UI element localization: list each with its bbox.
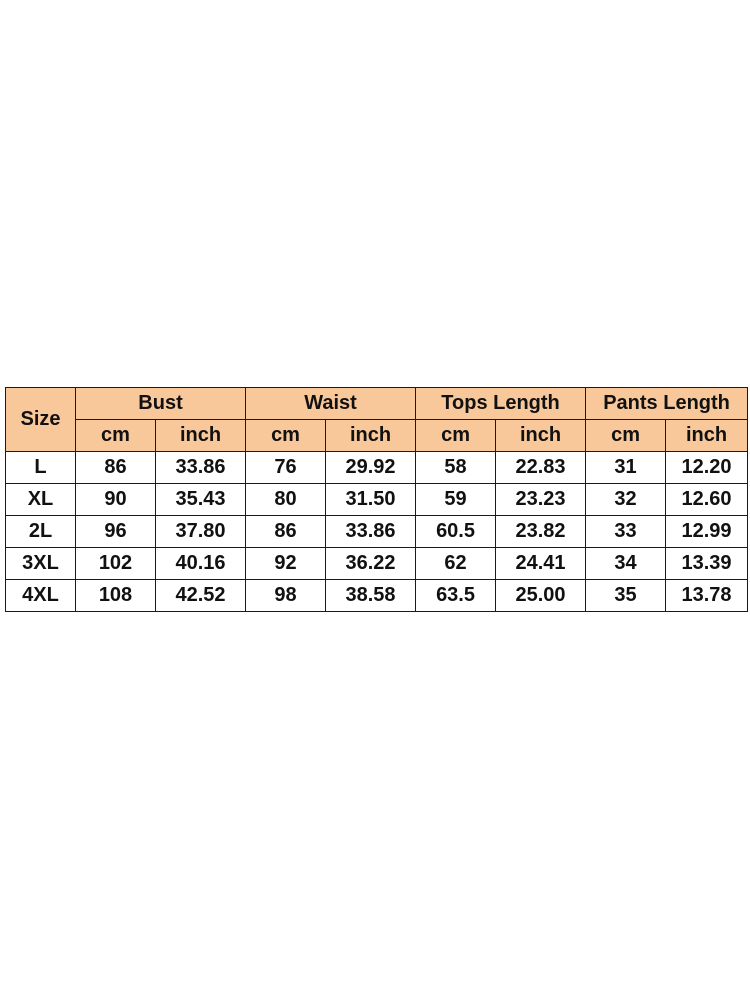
table-cell: 86 <box>246 516 326 548</box>
table-cell: 63.5 <box>416 580 496 612</box>
table-cell: 12.60 <box>666 484 748 516</box>
size-label-cell: L <box>6 452 76 484</box>
group-header-waist: Waist <box>246 388 416 420</box>
unit-header-cell: cm <box>416 420 496 452</box>
table-cell: 23.82 <box>496 516 586 548</box>
table-cell: 60.5 <box>416 516 496 548</box>
table-cell: 33.86 <box>156 452 246 484</box>
group-header-bust: Bust <box>76 388 246 420</box>
size-label-cell: 2L <box>6 516 76 548</box>
group-header-row <box>6 388 748 420</box>
unit-header-cell: cm <box>76 420 156 452</box>
table-cell: 29.92 <box>326 452 416 484</box>
table-cell: 62 <box>416 548 496 580</box>
size-label-cell: XL <box>6 484 76 516</box>
table-row <box>6 548 748 580</box>
table-cell: 32 <box>586 484 666 516</box>
table-cell: 58 <box>416 452 496 484</box>
table-cell: 22.83 <box>496 452 586 484</box>
table-cell: 96 <box>76 516 156 548</box>
table-cell: 80 <box>246 484 326 516</box>
table-cell: 38.58 <box>326 580 416 612</box>
table-cell: 12.99 <box>666 516 748 548</box>
table-cell: 36.22 <box>326 548 416 580</box>
unit-header-cell: inch <box>156 420 246 452</box>
table-cell: 59 <box>416 484 496 516</box>
unit-header-cell: cm <box>246 420 326 452</box>
table-cell: 35.43 <box>156 484 246 516</box>
table-cell: 76 <box>246 452 326 484</box>
unit-header-cell: inch <box>496 420 586 452</box>
size-label-cell: 3XL <box>6 548 76 580</box>
table-cell: 13.39 <box>666 548 748 580</box>
table-cell: 86 <box>76 452 156 484</box>
unit-header-cell: cm <box>586 420 666 452</box>
unit-header-cell: inch <box>326 420 416 452</box>
table-cell: 12.20 <box>666 452 748 484</box>
table-cell: 31.50 <box>326 484 416 516</box>
size-column-header: Size <box>6 388 76 452</box>
unit-header-cell: inch <box>666 420 748 452</box>
table-cell: 34 <box>586 548 666 580</box>
table-row <box>6 516 748 548</box>
size-label-cell: 4XL <box>6 580 76 612</box>
table-cell: 102 <box>76 548 156 580</box>
unit-header-row <box>6 420 748 452</box>
size-chart-table <box>5 387 748 612</box>
table-cell: 37.80 <box>156 516 246 548</box>
table-cell: 31 <box>586 452 666 484</box>
table-cell: 13.78 <box>666 580 748 612</box>
table-cell: 40.16 <box>156 548 246 580</box>
table-cell: 33 <box>586 516 666 548</box>
table-cell: 90 <box>76 484 156 516</box>
table-cell: 33.86 <box>326 516 416 548</box>
table-cell: 42.52 <box>156 580 246 612</box>
table-row <box>6 580 748 612</box>
table-cell: 98 <box>246 580 326 612</box>
table-row <box>6 484 748 516</box>
table-cell: 25.00 <box>496 580 586 612</box>
group-header-tops-length: Tops Length <box>416 388 586 420</box>
table-cell: 24.41 <box>496 548 586 580</box>
table-cell: 108 <box>76 580 156 612</box>
table-cell: 35 <box>586 580 666 612</box>
table-row <box>6 452 748 484</box>
table-cell: 92 <box>246 548 326 580</box>
table-cell: 23.23 <box>496 484 586 516</box>
group-header-pants-length: Pants Length <box>586 388 748 420</box>
